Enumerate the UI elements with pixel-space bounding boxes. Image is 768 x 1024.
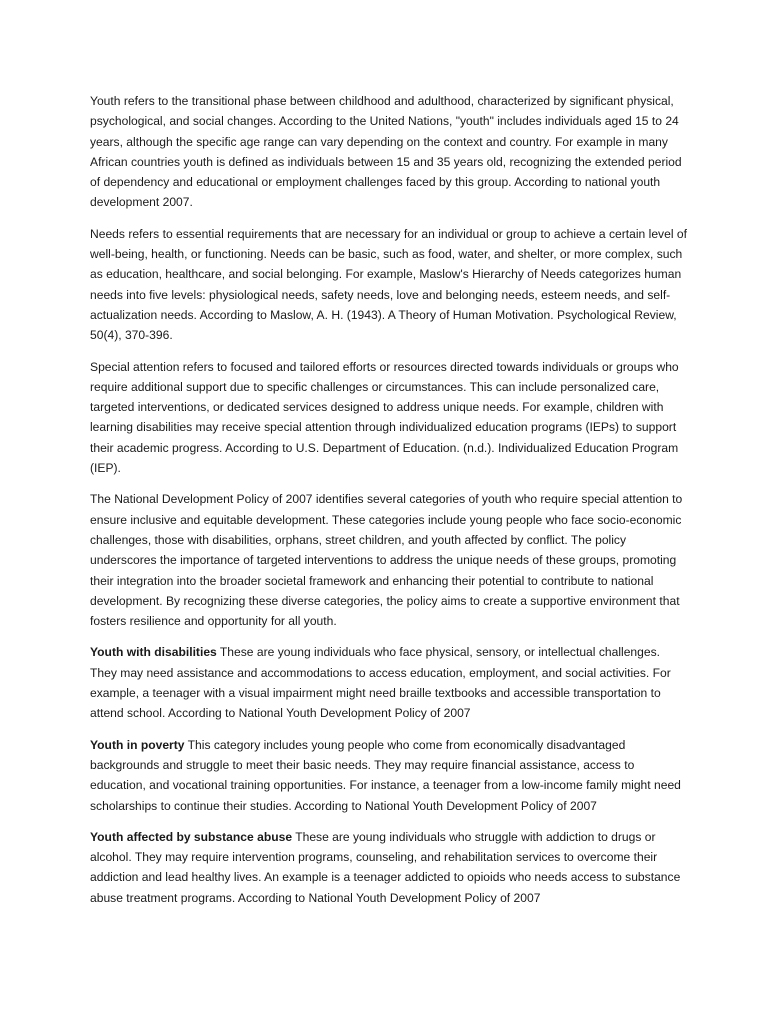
category-text: This category includes young people who come from economically disadvantaged backgrounds and struggle to meet their basic needs. They may require financial assistance, access to education, and vocational training opportunities. For instance, a teenager from a low-income family might need scholarships to continue their studies. According to National Youth Development Policy of 2007 bbox=[90, 737, 681, 813]
paragraph-youth-definition: Youth refers to the transitional phase between childhood and adulthood, characterized by significant physical, psychological, and social changes. According to the United Nations, "youth" includes individuals aged 15 to 24 years, although the specific age range can vary depending on the context and country. For example in many African countries youth is defined as individuals between 15 and 35 years old, recognizing the extended period of dependency and educational or employment challenges faced by this group. According to national youth development 2007. bbox=[90, 94, 682, 210]
category-youth-substance-abuse bbox=[90, 827, 690, 908]
paragraph-national-policy: The National Development Policy of 2007 identifies several categories of youth who require special attention to ensure inclusive and equitable development. These categories include young people who face socio-economic challenges, those with disabilities, orphans, street children, and youth affected by conflict. The policy underscores the importance of targeted interventions to address the unique needs of these groups, promoting their integration into the broader societal framework and enhancing their potential to contribute to national development. By recognizing these diverse categories, the policy aims to create a supportive environment that fosters resilience and opportunity for all youth. bbox=[90, 492, 683, 629]
category-heading: Youth with disabilities bbox=[90, 645, 217, 660]
category-text: These are young individuals who struggle with addiction to drugs or alcohol. They may require intervention programs, counseling, and rehabilitation services to overcome their addiction and lead healthy lives. An example is a teenager addicted to opioids who needs access to substance abuse treatment programs. According to National Youth Development Policy of 2007 bbox=[90, 829, 681, 905]
category-text: These are young individuals who face physical, sensory, or intellectual challenges. They may need assistance and accommodations to access education, employment, and social activities. For example, a teenager with a visual impairment might need braille textbooks and accessible transportation to attend school. According to National Youth Development Policy of 2007 bbox=[90, 645, 671, 721]
paragraph-special-attention-definition: Special attention refers to focused and tailored efforts or resources directed towards individuals or groups who require additional support due to specific challenges or circumstances. This can include personalized care, targeted interventions, or dedicated services designed to address unique needs. For example, children with learning disabilities may receive special attention through individualized education programs (IEPs) to support their academic progress. According to U.S. Department of Education. (n.d.). Individualized Education Program (IEP). bbox=[90, 359, 679, 476]
category-heading: Youth affected by substance abuse bbox=[90, 829, 293, 844]
paragraph-needs-definition: Needs refers to essential requirements that are necessary for an individual or group to achieve a certain level of well-being, health, or functioning. Needs can be basic, such as food, water, and shelter, or more complex, such as education, healthcare, and social belonging. For example, Maslow's Hierarchy of Needs categorizes human needs into five levels: physiological needs, safety needs, love and belonging needs, esteem needs, and self-actualization needs. According to Maslow, A. H. (1943). A Theory of Human Motivation. Psychological Review, 50(4), 370-396. bbox=[90, 226, 687, 343]
category-youth-with-disabilities bbox=[90, 642, 690, 723]
document-body bbox=[90, 91, 690, 919]
category-youth-in-poverty bbox=[90, 735, 690, 816]
category-heading: Youth in poverty bbox=[90, 737, 185, 752]
